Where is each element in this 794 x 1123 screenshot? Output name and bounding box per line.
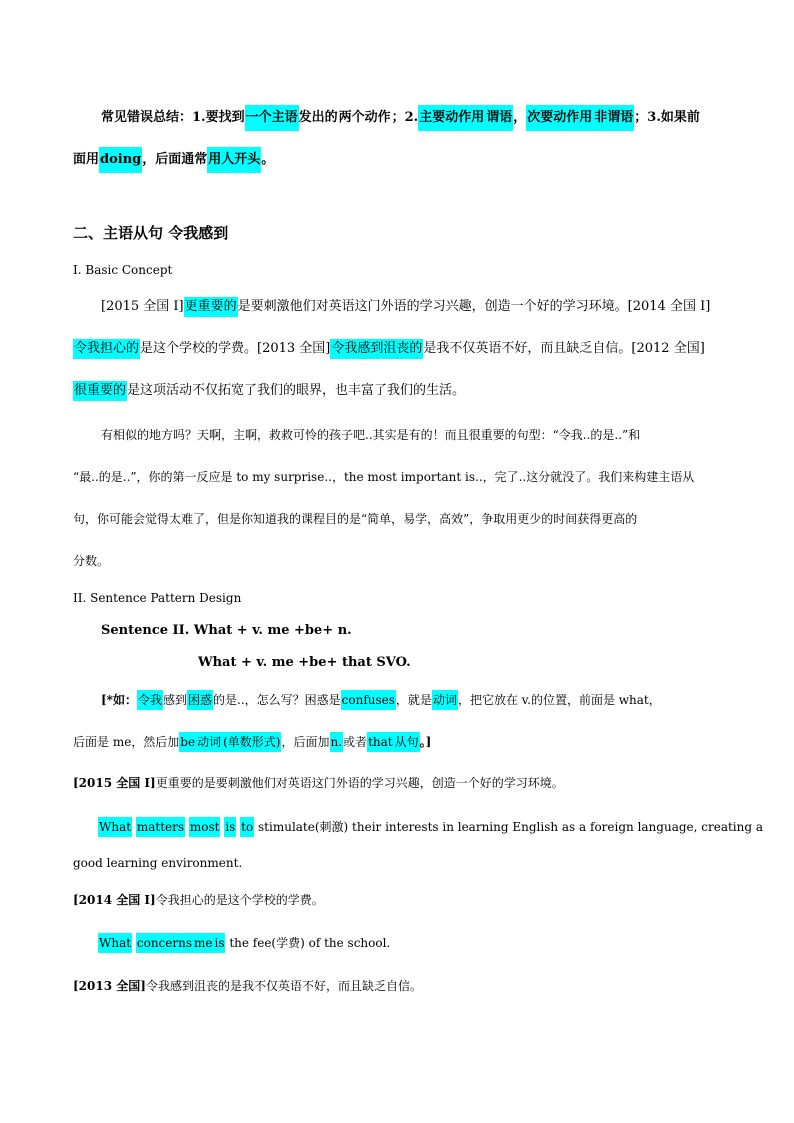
concept-text: 是这项活动不仅拓宽了我们的眼界，也丰富了我们的生活。	[127, 383, 466, 398]
highlight: 令我感到沮丧的	[330, 339, 423, 359]
highlight: 主要动作用	[418, 105, 485, 131]
highlight: 更重要的	[184, 297, 238, 317]
concept-para2-line-3: 句，你可能会觉得太难了，但是你知道我的课程目的是“简单，易学，高效”，争取用更少的时间获得更高的	[73, 512, 638, 526]
highlight: me	[193, 933, 213, 953]
highlight: doing	[99, 147, 142, 173]
summary-text: 。	[261, 152, 275, 167]
summary-text: ；2.	[391, 110, 419, 125]
example-1-en-line-2: good learning environment.	[73, 856, 243, 870]
note-text: ，把它放在 v.的位置，前面是 what，	[457, 693, 661, 707]
note-text: [*如：	[101, 693, 137, 707]
highlight: 很重要的	[73, 381, 127, 401]
highlight: concerns	[136, 933, 193, 953]
highlight: 两个动作	[338, 110, 391, 125]
example-cn-text: 更重要的是要刺激他们对英语这门外语的学习兴趣，创造一个好的学习环境。	[155, 776, 564, 790]
highlight: is	[213, 933, 225, 953]
example-3-cn	[73, 975, 422, 997]
highlight: 用人开头	[207, 147, 261, 173]
example-cn-text: 令我担心的是这个学校的学费。	[155, 893, 324, 907]
concept-text: [2015 全国 I]	[101, 299, 184, 314]
summary-text: ；3.如果前	[634, 110, 700, 125]
highlight: What	[98, 817, 132, 837]
example-label: [2015 全国 I]	[73, 776, 156, 790]
concept-text: 是要刺激他们对英语这门外语的学习兴趣，创造一个好的学习环境。[2014 全国 I]	[237, 299, 711, 314]
summary-line-2	[73, 147, 274, 173]
highlight: 谓语	[485, 105, 513, 131]
note-text: 。]	[419, 735, 432, 749]
concept-line-3	[73, 380, 465, 402]
highlight: confuses	[341, 690, 396, 710]
highlight: 次要动作用	[526, 105, 593, 131]
highlight: 令我担心的	[73, 339, 140, 359]
highlight: 令我	[137, 690, 163, 710]
highlight: What	[98, 933, 132, 953]
concept-text: 是这个学校的学费。[2013 全国]	[140, 341, 331, 356]
highlight: is	[224, 817, 236, 837]
highlight: 从句	[394, 732, 420, 752]
example-1-cn	[73, 772, 564, 794]
section-title: 二、主语从句 令我感到	[73, 224, 229, 242]
note-text: ，后面加	[281, 735, 330, 749]
concept-para2-line-4: 分数。	[73, 554, 110, 568]
note-text: 感到	[162, 693, 187, 707]
example-cn-text: 令我感到沮丧的是我不仅英语不好，而且缺乏自信。	[145, 979, 422, 993]
example-2-en-line-1	[98, 932, 390, 954]
pattern-heading: II. Sentence Pattern Design	[73, 591, 242, 605]
example-label: [2014 全国 I]	[73, 893, 156, 907]
example-1-en-line-1	[98, 816, 763, 838]
highlight: matters	[136, 817, 185, 837]
sentence-pattern-2: What + v. me +be+ that SVO.	[198, 655, 411, 670]
note-text: ，就是	[395, 693, 432, 707]
highlight: 动词	[196, 732, 222, 752]
concept-line-2	[73, 338, 705, 360]
basic-concept-heading: I. Basic Concept	[73, 263, 173, 277]
highlight: 动词	[432, 690, 458, 710]
summary-text: 发出的	[298, 110, 338, 125]
summary-line-1	[101, 105, 700, 131]
example-2-cn	[73, 889, 324, 911]
highlight: n.	[330, 732, 344, 752]
note-text: 或者	[343, 735, 368, 749]
highlight: 一个主语	[245, 105, 299, 131]
note-line-2	[73, 731, 431, 753]
concept-para2-line-2: “最..的是..”，你的第一反应是 to my surprise..，the most important is..，完了..这分就没了。我们来构建主语从	[73, 470, 695, 484]
highlight: be	[179, 732, 196, 752]
concept-para2-line-1: 有相似的地方吗？天啊，主啊，救救可怜的孩子吧..其实是有的！而且很重要的句型：“令我..的是..”和	[101, 428, 641, 442]
highlight: 困惑	[187, 690, 213, 710]
example-en-text: stimulate(刺激) their interests in learning English as a foreign language, creating a	[258, 820, 764, 834]
example-label: [2013 全国]	[73, 979, 146, 993]
highlight: to	[240, 817, 254, 837]
summary-text: ，	[513, 110, 527, 125]
sentence-pattern-1: Sentence II. What + v. me +be+ n.	[101, 623, 352, 638]
note-line-1	[101, 689, 661, 711]
summary-text: ，后面通常	[142, 152, 208, 167]
highlight: 非谓语	[593, 105, 634, 131]
summary-text: 面用	[73, 152, 100, 167]
concept-text: 是我不仅英语不好，而且缺乏自信。[2012 全国]	[423, 341, 705, 356]
example-en-text: the fee(学费) of the school.	[229, 936, 391, 950]
summary-text: 常见错误总结：1.要找到	[101, 110, 245, 125]
highlight: (单数形式)	[222, 732, 281, 752]
highlight: that	[367, 732, 394, 752]
note-text: 后面是 me，然后加	[73, 735, 180, 749]
concept-line-1	[101, 296, 710, 318]
highlight: most	[189, 817, 221, 837]
note-text: 的是..，怎么写？困惑是	[213, 693, 341, 707]
